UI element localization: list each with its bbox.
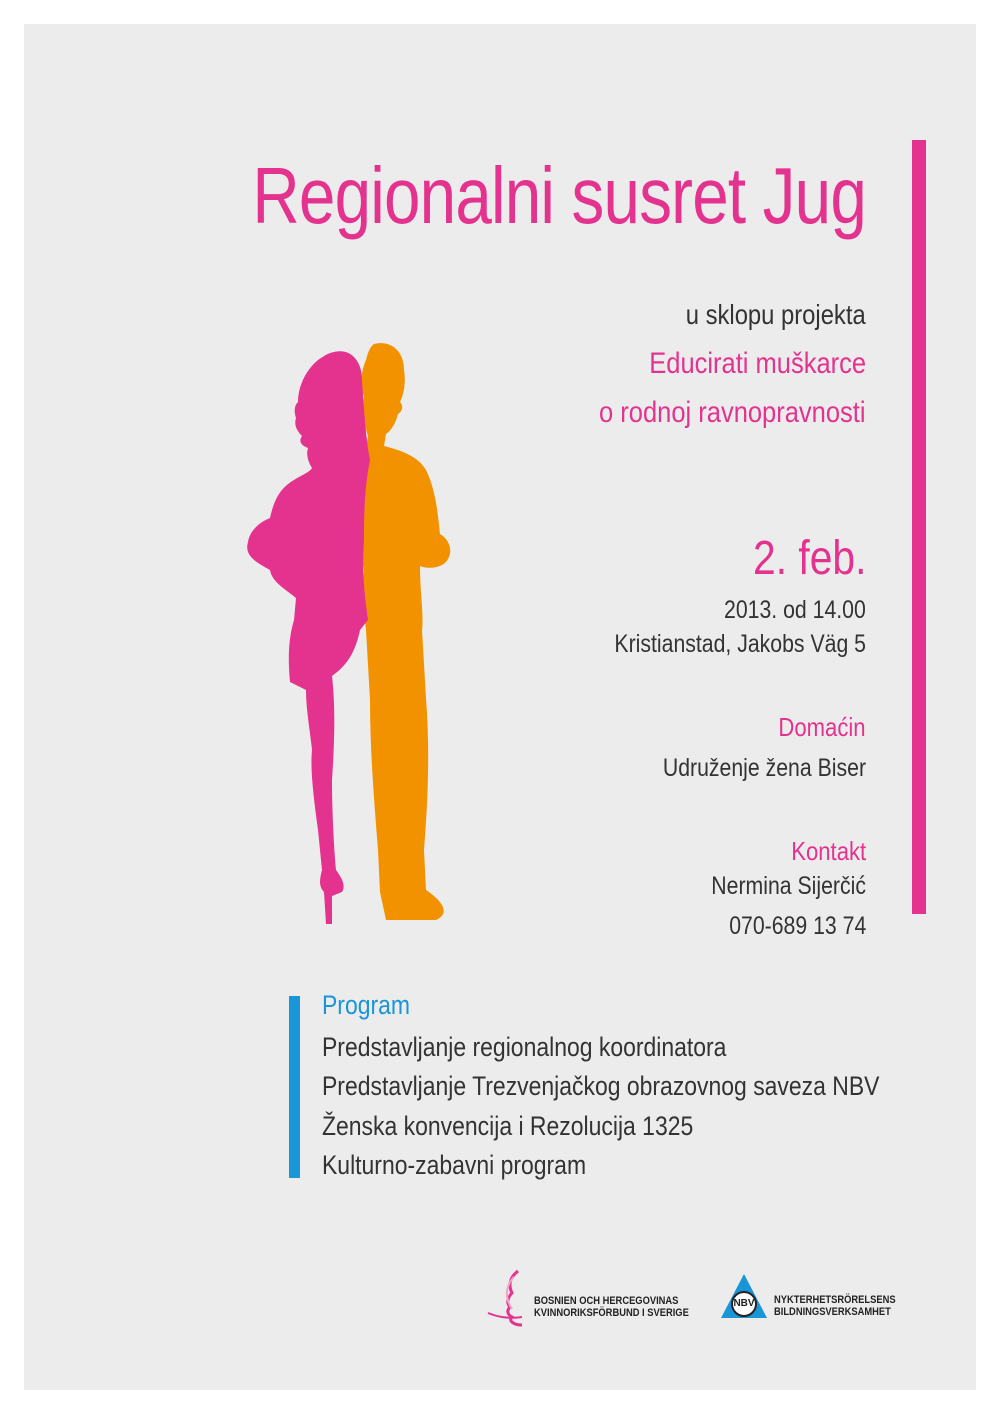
logo-right-line-2: BILDNINGSVERKSAMHET xyxy=(774,1306,891,1318)
event-date: 2. feb. xyxy=(752,532,866,585)
man-silhouette xyxy=(357,343,450,920)
silhouettes-illustration xyxy=(214,330,464,930)
project-line-2: o rodnoj ravnopravnosti xyxy=(599,396,866,429)
program-item: Predstavljanje Trezvenjačkog obrazovnog saveza NBV xyxy=(322,1071,880,1101)
pink-accent-bar xyxy=(912,140,926,914)
program-item: Kulturno-zabavni program xyxy=(322,1150,587,1180)
bih-womens-federation-logo xyxy=(484,1267,714,1327)
logo-left-line-2: KVINNORIKSFÖRBUND I SVERIGE xyxy=(534,1307,689,1319)
program-heading: Program xyxy=(322,990,411,1020)
subtitle: u sklopu projekta xyxy=(686,299,866,330)
program-item: Ženska konvencija i Rezolucija 1325 xyxy=(322,1111,694,1141)
nbv-mark: NBV xyxy=(733,1298,755,1309)
host-name: Udruženje žena Biser xyxy=(662,754,866,782)
poster-title: Regionalni susret Jug xyxy=(252,151,866,240)
event-time: 2013. od 14.00 xyxy=(724,596,866,624)
contact-name: Nermina Sijerčić xyxy=(711,872,866,900)
logo-right-line-1: NYKTERHETSRÖRELSENS xyxy=(774,1294,896,1306)
poster xyxy=(24,24,976,1390)
woman-profile-icon xyxy=(484,1267,534,1327)
nbv-logo xyxy=(719,1272,959,1332)
woman-silhouette xyxy=(247,351,370,924)
nbv-triangle-icon xyxy=(719,1272,769,1322)
logo-left-line-1: BOSNIEN OCH HERCEGOVINAS xyxy=(534,1295,679,1307)
project-line-1: Educirati muškarce xyxy=(649,347,866,380)
program-item: Predstavljanje regionalnog koordinatora xyxy=(322,1032,727,1062)
contact-heading: Kontakt xyxy=(791,836,866,866)
host-heading: Domaćin xyxy=(778,712,866,742)
program-accent-bar xyxy=(289,996,300,1178)
event-place: Kristianstad, Jakobs Väg 5 xyxy=(614,630,866,658)
contact-phone: 070-689 13 74 xyxy=(728,912,866,940)
